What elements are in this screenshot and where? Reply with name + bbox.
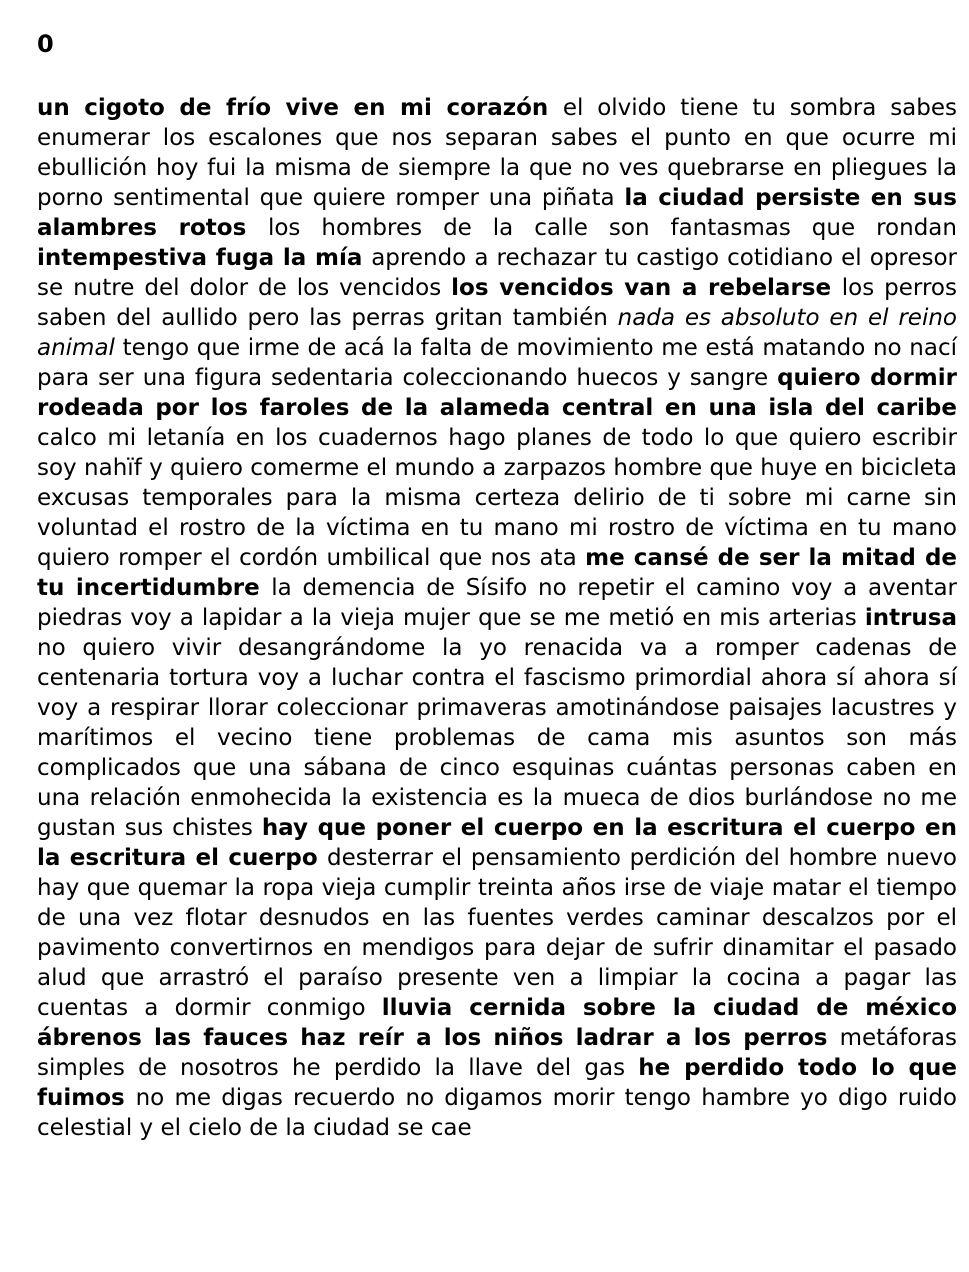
text-segment-bold: intempestiva fuga la mía (37, 244, 372, 271)
text-segment-regular: tengo que irme de acá la falta de movimiento me está matando no nací para ser una figura sedentaria coleccionando huecos y sangre (37, 334, 958, 391)
text-segment-bold: quiero dormir rodeada por los faroles de la alameda central en una isla del caribe (37, 364, 957, 421)
text-segment-bold: me cansé de ser la mitad de tu incertidumbre (37, 544, 958, 601)
text-segment-regular: la demencia de Sísifo no repetir el camino voy a aventar piedras voy a lapidar a la vieja mujer que se me metió en mis arterias (37, 574, 957, 631)
text-segment-regular: los hombres de la calle son fantasmas que rondan (267, 214, 957, 241)
text-segment-italic: nada es absoluto en el reino animal (37, 304, 957, 361)
text-segment-bold: la ciudad persiste en sus alambres rotos (37, 184, 958, 241)
text-segment-bold: los vencidos van a rebelarse (451, 274, 842, 301)
text-segment-bold: un cigoto de frío vive en mi corazón (37, 94, 563, 121)
text-segment-bold: hay que poner el cuerpo en la escritura el cuerpo en la escritura el cuerpo (37, 814, 957, 871)
text-segment-regular: calco mi letanía en los cuadernos hago planes de todo lo que quiero escribir soy nahïf y quiero comerme el mundo a zarpazos hombre que huye en bicicleta excusas temporales para la misma certeza delirio de ti sobre mi carne sin voluntad el rostro de la víctima en tu mano mi rostro de víctima en tu mano quiero romper el cordón umbilical que nos ata (37, 424, 957, 571)
text-segment-regular: aprendo a rechazar tu castigo cotidiano el opresor se nutre del dolor de los vencidos (37, 244, 957, 301)
text-segment-bold: lluvia cernida sobre la ciudad de méxico ábrenos las fauces haz reír a los niños ladrar a los perros (37, 994, 958, 1051)
text-segment-regular: los perros saben del aullido pero las perras gritan también (37, 274, 957, 331)
page-number-heading: 0 (37, 30, 54, 58)
text-segment-regular: el olvido tiene tu sombra sabes enumerar los escalones que nos separan sabes el punto en que ocurre mi ebullición hoy fui la misma de siempre la que no ves quebrarse en pliegues la porno sentimental que quiere romper una piñata (37, 94, 958, 211)
text-segment-regular: desterrar el pensamiento perdición del hombre nuevo hay que quemar la ropa vieja cumplir treinta años irse de viaje matar el tiempo de una vez flotar desnudos en las fuentes verdes caminar descalzos por el pavimento convertirnos en mendigos para dejar de sufrir dinamitar el pasado alud que arrastró el paraíso presente ven a limpiar la cocina a pagar las cuentas a dormir conmigo (37, 844, 957, 1021)
text-segment-regular: no me digas recuerdo no digamos morir tengo hambre yo digo ruido celestial y el cielo de la ciudad se cae (37, 1084, 957, 1141)
text-segment-bold: intrusa (864, 604, 957, 631)
poem-paragraph (37, 93, 957, 1143)
text-segment-bold: he perdido todo lo que fuimos (37, 1054, 957, 1111)
text-segment-regular: no quiero vivir desangrándome la yo renacida va a romper cadenas de centenaria tortura voy a luchar contra el fascismo primordial ahora sí ahora sí voy a respirar llorar coleccionar primaveras amotinándose paisajes lacustres y marítimos el vecino tiene problemas de cama mis asuntos son más complicados que una sábana de cinco esquinas cuántas personas caben en una relación enmohecida la existencia es la mueca de dios burlándose no me gustan sus chistes (37, 634, 957, 841)
text-segment-regular: metáforas simples de nosotros he perdido la llave del gas (37, 1024, 957, 1081)
